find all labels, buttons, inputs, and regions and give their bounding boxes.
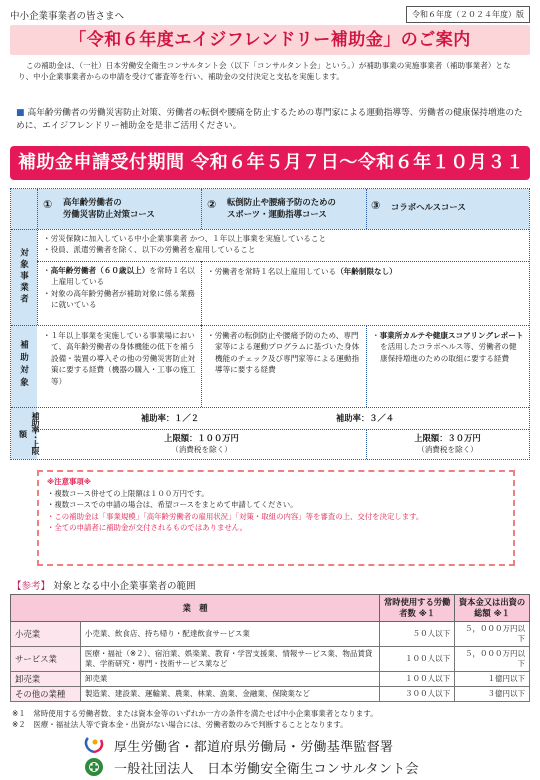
target-course-2-3: ・労働者を常時１名以上雇用している（年齢制限なし） [207, 267, 397, 276]
grid-line [201, 261, 202, 325]
row-header-subsidy-target: 補助対象 [18, 340, 29, 390]
workers-cell: ５０人以下 [380, 622, 455, 647]
table-row [11, 672, 530, 687]
grid-line [37, 189, 38, 325]
application-period-banner [10, 146, 530, 180]
grid-line [366, 189, 367, 229]
footer [0, 733, 540, 779]
reference-heading: 対象となる中小企業事業者の範囲 [53, 581, 196, 592]
note-item-warning: ・この補助金は「事業規模」「高年齢労働者の雇用状況」「対策・取組の内容」等を審査の上、交付を決定します。 [47, 511, 424, 521]
purpose-bullet [16, 107, 526, 133]
sme-range-table [10, 594, 530, 702]
header [10, 6, 530, 22]
course-2-number: ② [207, 198, 217, 211]
course-2-title-line2: スポーツ・運動指導コース [227, 209, 327, 219]
capital-cell: ５，０００万円以下 [455, 622, 530, 647]
subsidy-target-course-1: ・１年以上事業を実施している事業場において、高年齢労働者の身体機能の低下を補う設備・装置の導入その他の労働災害防止対策に要する経費（機器の購入・工事の施工等） [43, 331, 196, 386]
row-header-subsidy-amount: 補助率・上限額 [18, 412, 40, 454]
target-common-item: ・労災保険に加入している中小企業事業者 かつ、１年以上事業を実施していること [43, 234, 327, 243]
grid-line [201, 189, 202, 229]
course-2-header [207, 199, 216, 211]
detail-cell: 小売業、飲食店、持ち帰り・配達飲食サービス業 [80, 622, 379, 647]
industry-cell: 卸売業 [11, 672, 81, 687]
course-1-2-limit-amount: 上限額：１００万円 [164, 433, 239, 443]
ministry-name: 厚生労働省・都道府県労働局・労働基準監督署 [114, 740, 394, 755]
subsidy-target-course-3: ・事業所カルテや健康スコアリングレポートを活用したコラボヘルス等、労働者の健康保持増進のための取組に要する経費 [372, 331, 524, 363]
notes-box [37, 470, 515, 566]
course-2-title [227, 196, 372, 220]
target-c1-second: 対象の高年齢労働者が補助対象に係る業務に就いている [50, 288, 195, 310]
industry-cell: その他の業種 [11, 687, 81, 702]
table-row [11, 687, 530, 702]
footnotes [12, 708, 527, 730]
reference-title [12, 578, 196, 592]
purpose-text: 高年齢労働者の労働災害防止対策、労働者の転倒や腰痛を防止するための専門家による運動指導等、労働者の健康保持増進のために、エイジフレンドリー補助金を是非ご活用ください。 [16, 108, 523, 131]
notes-heading: ※注意事項※ [47, 477, 91, 486]
course-1-2-limit [37, 433, 366, 456]
grid-line [37, 429, 529, 430]
tax-exclusion-note: （消費税を除く） [417, 445, 478, 455]
header-workers: 常時使用する労働者数 ※１ [380, 595, 455, 622]
course-2-3-rate: 補助率：３／４ [336, 413, 395, 423]
detail-cell: 卸売業 [80, 672, 379, 687]
industry-cell: 小売業 [11, 622, 81, 647]
note-item: ・複数コース併せての上限額は１００万円です。 [47, 488, 209, 498]
footnote: ※２ 医療・福祉法人等で資本金・出資がない場合には、労働者数のみで判断することとなります。 [12, 720, 348, 729]
course-3-header [371, 200, 380, 212]
square-bullet-icon: ■ [16, 108, 25, 118]
course-1-title-line1: 高年齢労働者の [63, 197, 122, 207]
course-1-title [63, 196, 213, 220]
target-c23-main: 労働者を常時１名以上雇用している [214, 267, 337, 276]
target-c23-note: （年齢制限なし） [336, 267, 397, 276]
industry-cell: サービス業 [11, 647, 81, 672]
workers-cell: １００人以下 [380, 647, 455, 672]
note-item-warning: ・全ての申請者に補助金が交付されるものではありません。 [47, 523, 247, 532]
detail-cell: 医療・福祉（※２）、宿泊業、娯楽業、教育・学習支援業、情報サービス業、物品賃貸業、学術研究・専門・技術サービス業など [80, 647, 379, 672]
subsidy-c3-bold: 事業所カルテや健康スコアリングレポート [379, 331, 524, 340]
footnote: ※１ 常時使用する労働者数、または資本金等のいずれか一方の条件を満たせば中小企業事業者となります。 [12, 709, 378, 718]
consultant-association-logo-icon [84, 757, 104, 777]
intro-paragraph: この補助金は、（一社）日本労働安全衛生コンサルタント会（以下「コンサルタント会」という。）が補助事業の実施事業者（補助事業者）となり、中小企業事業者からの申請を受けて審査等を行い、補助金の交付決定と支払を実施します。 [18, 61, 511, 82]
association-name: 一般社団法人 日本労働安全衛生コンサルタント会 [114, 762, 419, 777]
grid-line [201, 325, 202, 407]
table-header-row [11, 595, 530, 622]
header-industry: 業 種 [11, 595, 380, 622]
target-c1-rest: を常時１名以上雇用している [51, 266, 195, 287]
capital-cell: １億円以下 [455, 672, 530, 687]
target-c1-bold: 高年齢労働者（６０歳以上） [50, 266, 150, 275]
tax-exclusion-note: （消費税を除く） [171, 445, 232, 455]
subsidy-c3-rest: を活用したコラボヘルス等、労働者の健康保持増進のための取組に要する経費 [380, 342, 517, 363]
application-period-text: 補助金申請受付期間 令和６年５月７日～令和６年１０月３１ [18, 152, 525, 173]
fiscal-year-badge: 令和６年度（２０２４年度）版 [406, 6, 530, 23]
grid-line [11, 407, 529, 408]
target-common-item: ・役員、派遣労働者を除く、以下の労働者を雇用していること [43, 245, 256, 255]
row-header-target-business: 対象事業者 [18, 248, 29, 306]
course-3-title: コラボヘルスコース [391, 202, 466, 212]
header-capital: 資本金又は出資の総額 ※１ [455, 595, 530, 622]
course-2-title-line1: 転倒防止や腰痛予防のための [227, 197, 336, 207]
reference-prefix: 【参考】 [12, 581, 51, 592]
course-1-title-line2: 労働災害防止対策コース [63, 209, 155, 219]
audience-label: 中小企業事業者の皆さまへ [10, 11, 125, 22]
ministry-logo-icon [84, 736, 106, 754]
course-3-limit [366, 433, 529, 456]
target-common-list [43, 233, 523, 256]
course-1-number: ① [43, 198, 53, 211]
grid-line [37, 261, 529, 262]
course-3-limit-amount: 上限額：３０万円 [414, 433, 481, 443]
grid-line [366, 325, 367, 407]
target-course-1: ・高年齢労働者（６０歳以上）を常時１名以上雇用している ・対象の高年齢労働者が補助対象に係る業務に就いている [43, 266, 195, 310]
course-3-number: ③ [371, 199, 381, 212]
subsidy-target-course-2: ・労働者の転倒防止や腰痛予防のため、専門家等による運動プログラムに基づいた身体機能のチェック及び専門家等による運動指導等に要する経費 [207, 331, 360, 375]
grid-line [11, 325, 529, 326]
table-row [11, 647, 530, 672]
page-title: 「令和６年度エイジフレンドリー補助金」のご案内 [69, 30, 471, 50]
capital-cell: ３億円以下 [455, 687, 530, 702]
workers-cell: ３００人以下 [380, 687, 455, 702]
course-1-rate: 補助率：１／２ [141, 413, 200, 423]
workers-cell: １００人以下 [380, 672, 455, 687]
grid-line [11, 229, 529, 230]
detail-cell: 製造業、建設業、運輸業、農業、林業、漁業、金融業、保険業など [80, 687, 379, 702]
capital-cell: ５，０００万円以下 [455, 647, 530, 672]
table-row [11, 622, 530, 647]
note-item: ・複数コースでの申請の場合は、希望コースをまとめて申請してください。 [47, 500, 298, 509]
title-banner [10, 25, 530, 55]
course-table [10, 188, 530, 460]
